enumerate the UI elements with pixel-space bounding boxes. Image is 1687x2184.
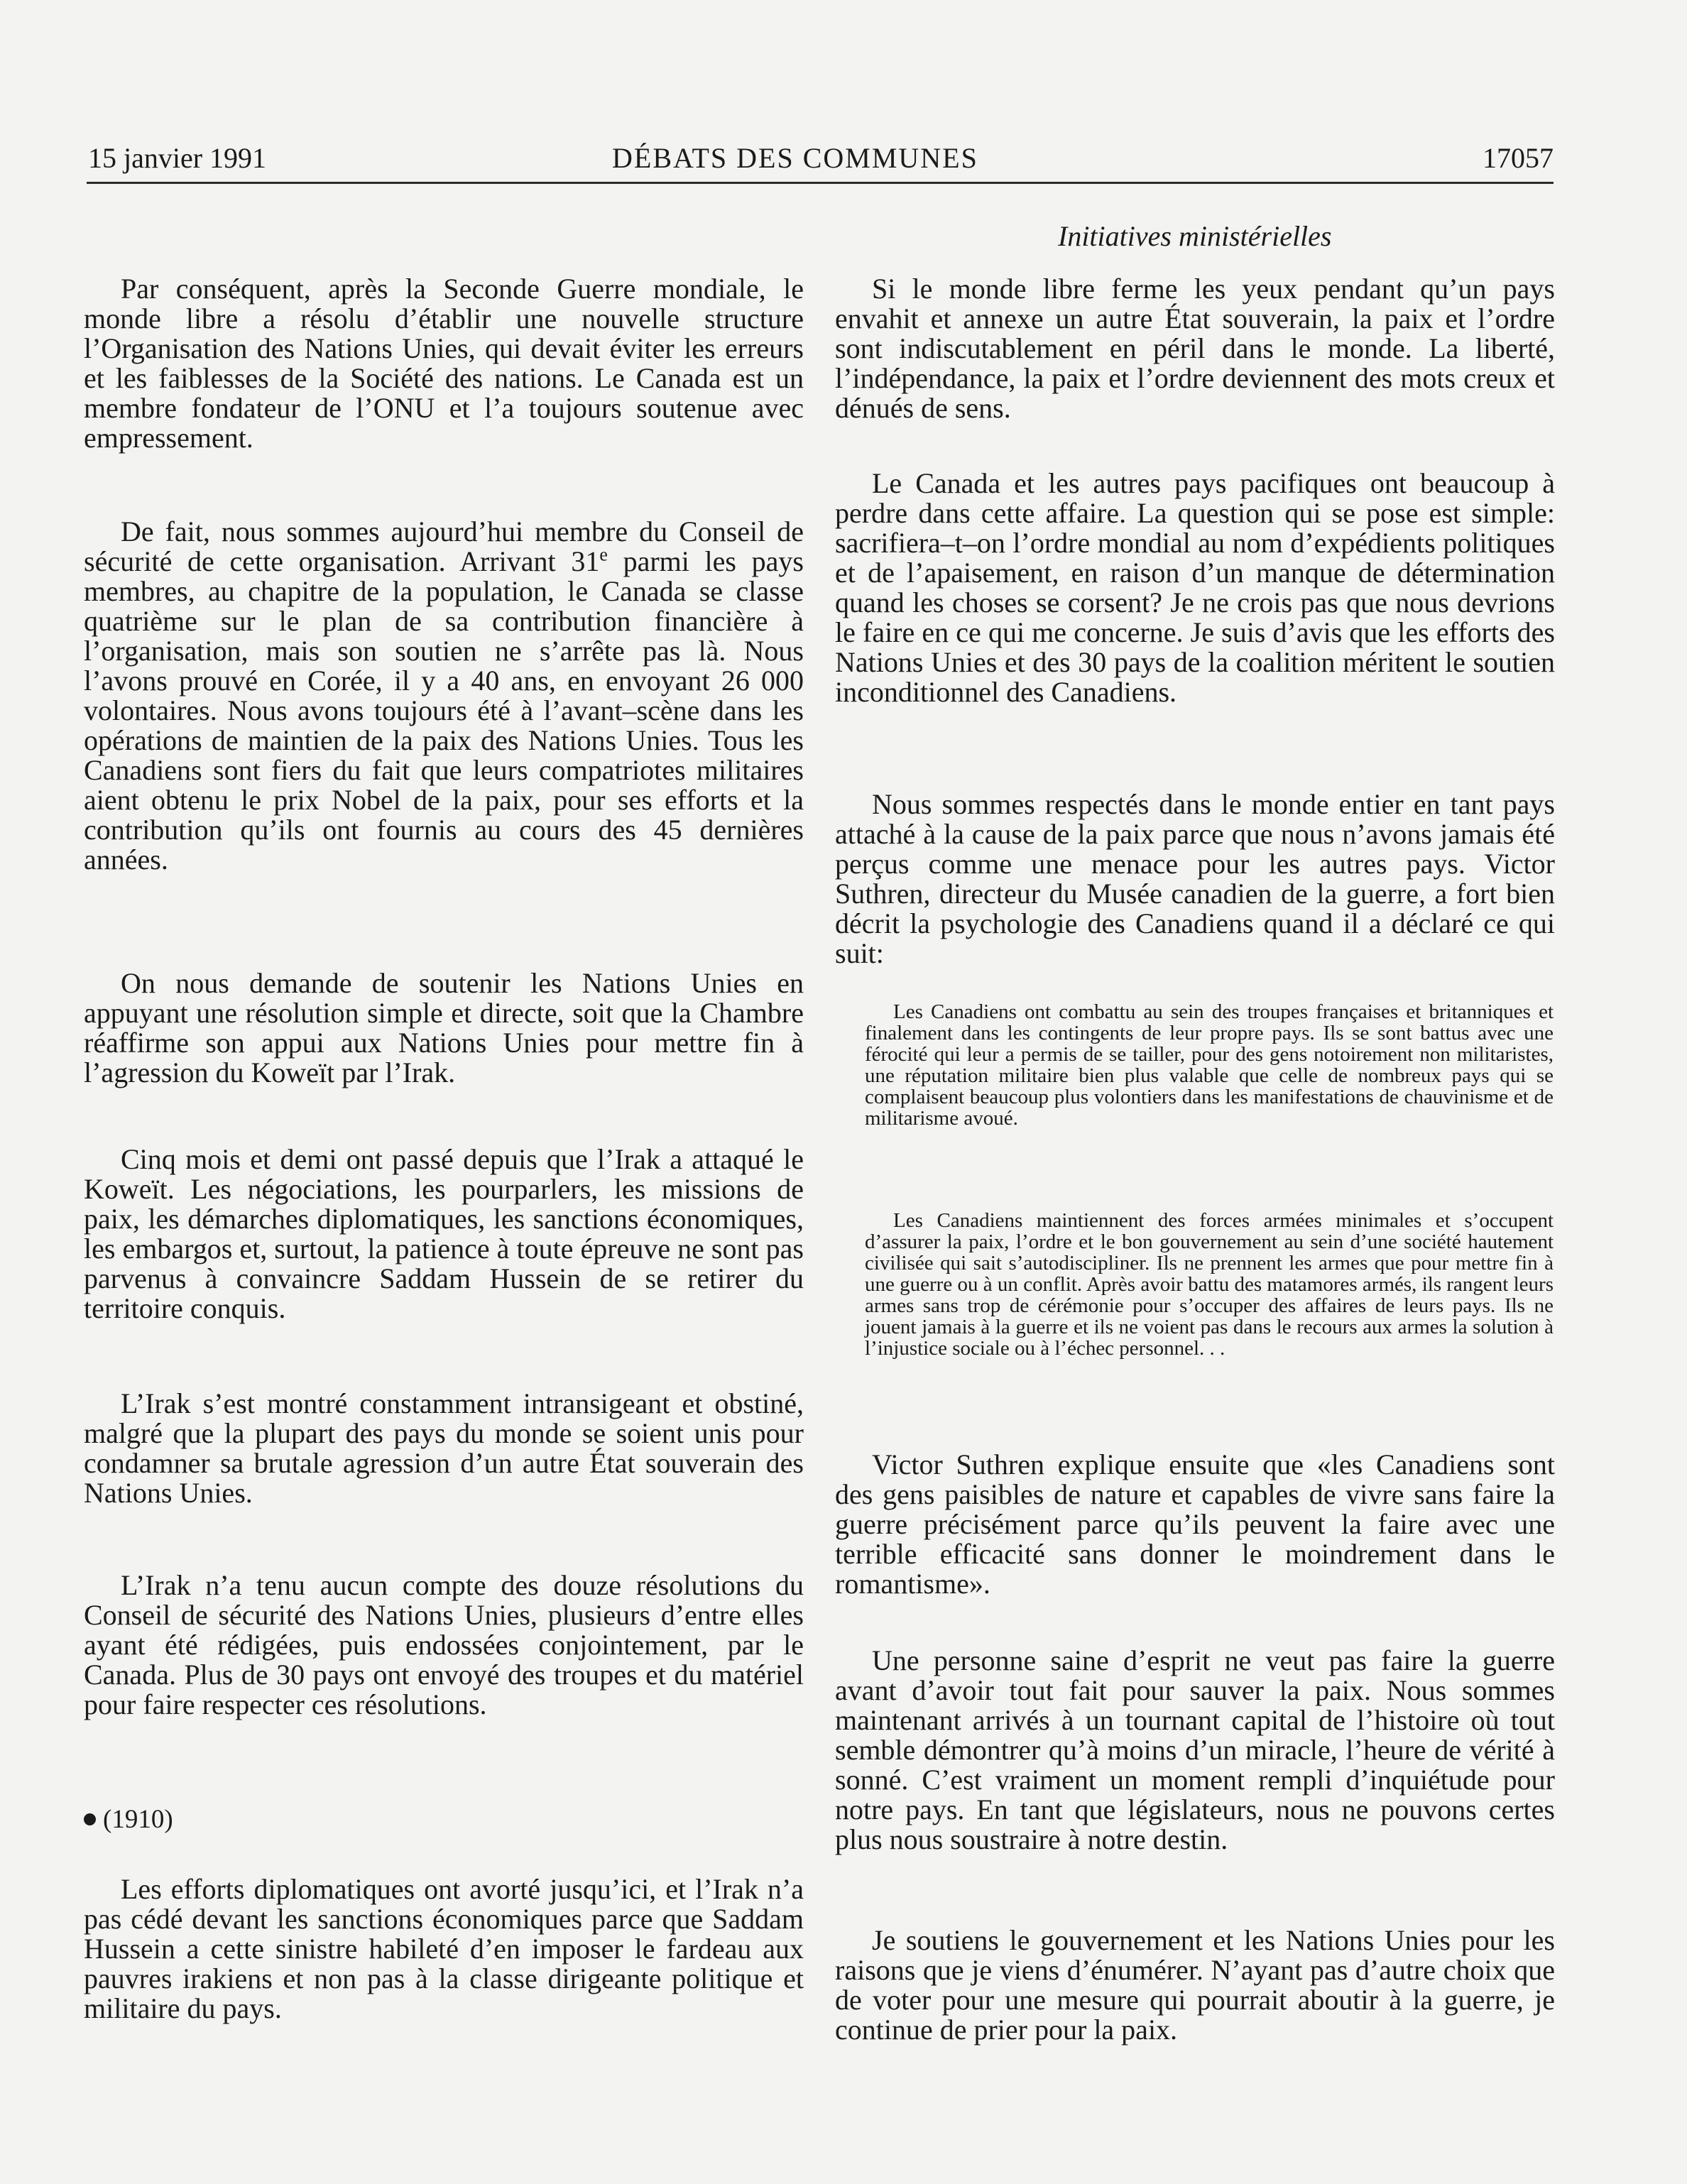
section-label: Initiatives ministérielles [1058,220,1332,252]
left-paragraph-2-superscript: e [599,544,608,565]
right-paragraph-2: Le Canada et les autres pays pacifiques ont beaucoup à perdre dans cette affaire. La question qui se pose est simple: sacrifiera–t–on l’ordre mondial au nom d’expédients politiques et de l’apaisement, en raison d’un manque de détermination quand les choses se corsent? Je ne crois pas que nous devrions le faire en ce qui me concerne. Je suis d’avis que les efforts des Nations Unies et des 30 pays de la coalition méritent le soutien inconditionnel des Canadiens. [835,467,1555,708]
right-paragraph-4: Victor Suthren explique ensuite que «les Canadiens sont des gens paisibles de nature et capables de vivre sans faire la guerre précisément parce qu’ils peuvent la faire avec une terrible efficacité sans donner le moindrement dans le romantisme». [835,1448,1555,1600]
left-paragraph-2 [84,517,804,875]
header-title: DÉBATS DES COMMUNES [612,142,978,174]
right-paragraph-6: Je soutiens le gouvernement et les Nations Unies pour les raisons que je viens d’énumérer. N’ayant pas d’autre choix que de voter pour une mesure qui pourrait aboutir à la guerre, je continue de prier pour la paix. [835,1924,1555,2046]
block-quote-2: Les Canadiens maintiennent des forces armées minimales et s’occupent d’assurer la paix, l’ordre et le bon gouvernement au sein d’une société hautement civilisée qui sait s’autodiscipliner. Ils ne prennent les armes que pour mettre fin à une guerre ou à un conflit. Après avoir battu des matamores armés, ils rangent leurs armes sans trop de cérémonie pour s’occuper des affaires de leurs pays. Ils ne jouent jamais à la guerre et ils ne voient pas dans le recours aux armes la solution à l’injustice sociale ou à l’échec personnel. . . [865,1209,1554,1360]
right-paragraph-1: Si le monde libre ferme les yeux pendant qu’un pays envahit et annexe un autre État souverain, la paix et l’ordre sont indiscutablement en péril dans le monde. La liberté, l’indépendance, la paix et l’ordre deviennent des mots creux et dénués de sens. [835,273,1555,424]
left-paragraph-2-text-b: parmi les pays membres, au chapitre de la population, le Canada se classe quatrième sur le plan de sa contribution financière à l’organisation, mais son soutien ne s’arrête pas là. Nous l’avons prouvé en Corée, il y a 40 ans, en envoyant 26 000 volontaires. Nous avons toujours été à l’avant–scène dans les opérations de maintien de la paix des Nations Unies. Tous les Canadiens sont fiers du fait que leurs compatriotes militaires aient obtenu le prix Nobel de la paix, pour ses efforts et la contribution qu’ils ont fournis au cours des 45 dernières années. [84,545,804,875]
left-paragraph-4: Cinq mois et demi ont passé depuis que l’Irak a attaqué le Koweït. Les négociations, les pourparlers, les missions de paix, les démarches diplomatiques, les sanctions économiques, les embargos et, surtout, la patience à toute épreuve ne sont pas parvenus à convaincre Saddam Hussein de se retirer du territoire conquis. [84,1143,804,1324]
left-paragraph-2-text-a: De fait, nous sommes aujourd’hui membre du Conseil de sécurité de cette organisation. Arrivant 31 [84,515,804,577]
bullet-icon [84,1813,96,1825]
left-paragraph-1: Par conséquent, après la Seconde Guerre mondiale, le monde libre a résolu d’établir une nouvelle structure l’Organisation des Nations Unies, qui devait éviter les erreurs et les faiblesses de la Société des nations. Le Canada est un membre fondateur de l’ONU et l’a toujours soutenue avec empressement. [84,273,804,454]
header-date: 15 janvier 1991 [88,142,267,174]
right-paragraph-3: Nous sommes respectés dans le monde entier en tant pays attaché à la cause de la paix parce que nous n’avons jamais été perçus comme une menace pour les autres pays. Victor Suthren, directeur du Musée canadien de la guerre, a fort bien décrit la psychologie des Canadiens quand il a déclaré ce qui suit: [835,788,1555,969]
header-page-number: 17057 [1483,142,1554,174]
left-paragraph-6: L’Irak n’a tenu aucun compte des douze résolutions du Conseil de sécurité des Nations Unies, plusieurs d’entre elles ayant été rédigées, puis endossées conjointement, par le Canada. Plus de 30 pays ont envoyé des troupes et du matériel pour faire respecter ces résolutions. [84,1569,804,1720]
timestamp-marker-text: (1910) [103,1805,173,1834]
right-paragraph-5: Une personne saine d’esprit ne veut pas faire la guerre avant d’avoir tout fait pour sauver la paix. Nous sommes maintenant arrivés à un tournant capital de l’histoire où tout semble démontrer qu’à moins d’un miracle, l’heure de vérité à sonné. C’est vraiment un moment rempli d’inquiétude pour notre pays. En tant que législateurs, nous ne pouvons certes plus nous soustraire à notre destin. [835,1644,1555,1855]
left-paragraph-7: Les efforts diplomatiques ont avorté jusqu’ici, et l’Irak n’a pas cédé devant les sanctions économiques parce que Saddam Hussein a cette sinistre habileté d’en imposer le fardeau aux pauvres irakiens et non pas à la classe dirigeante politique et militaire du pays. [84,1873,804,2024]
header-rule [87,182,1554,184]
left-paragraph-3: On nous demande de soutenir les Nations Unies en appuyant une résolution simple et directe, soit que la Chambre réaffirme son appui aux Nations Unies pour mettre fin à l’agression du Koweït par l’Irak. [84,967,804,1088]
left-paragraph-5: L’Irak s’est montré constamment intransigeant et obstiné, malgré que la plupart des pays du monde se soient unis pour condamner sa brutale agression d’un autre État souverain des Nations Unies. [84,1387,804,1509]
timestamp-marker [84,1805,173,1835]
block-quote-1: Les Canadiens ont combattu au sein des troupes françaises et britanniques et finalement dans les contingents de leur propre pays. Ils se sont battus avec une férocité qui leur a permis de se tailler, pour des gens notoirement non militaristes, une réputation militaire bien plus valable que celle de nombreux pays qui se complaisent beaucoup plus volontiers dans les manifestations de chauvinisme et de militarisme avoué. [865,1000,1554,1130]
